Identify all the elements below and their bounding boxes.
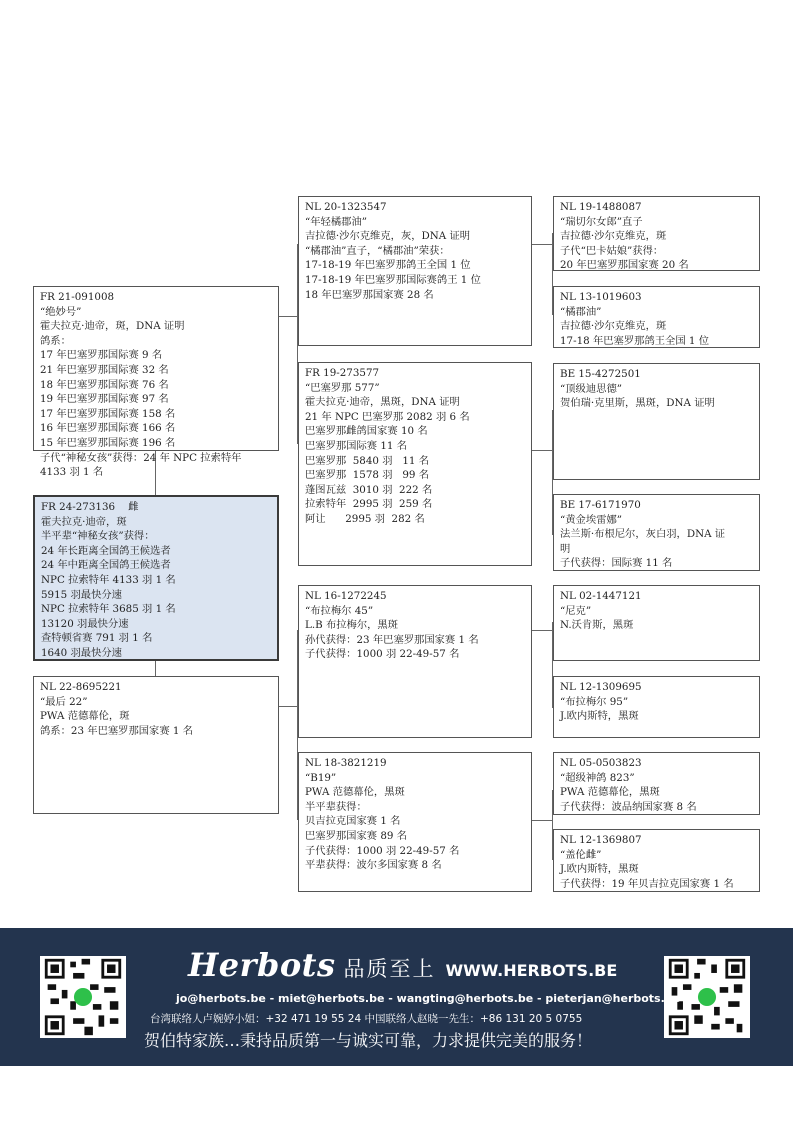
pedigree-line: NL 19-1488087 — [560, 201, 642, 213]
pedigree-line: 霍夫拉克·迪帝，斑 — [41, 515, 127, 528]
dam-sire-card — [298, 585, 532, 738]
pedigree-line: 鸽系： — [40, 334, 71, 347]
connector-gen3-4 — [532, 820, 552, 821]
dd-dam-card — [553, 829, 760, 892]
qr-code-left — [40, 956, 126, 1038]
pedigree-line: 13120 羽最快分速 — [41, 617, 129, 630]
pedigree-line: 巴塞罗那 1578 羽 99 名 — [305, 469, 429, 482]
pedigree-line: 子代“巴卡姑娘”获得： — [560, 244, 664, 257]
ds-dam-card — [553, 676, 760, 738]
sire-sire-card — [298, 196, 532, 346]
pedigree-line: 孙代获得：23 年巴塞罗那国家赛 1 名 — [305, 633, 479, 646]
connector-sire-dam — [155, 661, 156, 676]
sire-dam-card — [298, 362, 532, 566]
pedigree-line: 4133 羽 1 名 — [40, 466, 104, 479]
sd-sire-card — [553, 363, 760, 480]
pedigree-line: NL 12-1309695 — [560, 681, 642, 693]
pedigree-line: J.欧内斯特，黑斑 — [560, 710, 639, 723]
sire-card — [33, 286, 279, 479]
pedigree-line: “橘郡油”直子，“橘郡油”荣获： — [305, 244, 450, 257]
pedigree-line: 鸽系：23 年巴塞罗那国家赛 1 名 — [40, 724, 194, 737]
pedigree-line: 吉拉德·沙尔克维克，灰，DNA 证明 — [305, 230, 471, 243]
pedigree-line: 24 年中距离全国鸽王候选者 — [41, 559, 171, 572]
pedigree-line: 21 年 NPC 巴塞罗那 2082 羽 6 名 — [305, 410, 470, 423]
pedigree-line: “瑞切尔女郎”直子 — [560, 215, 643, 228]
pedigree-line: 半平辈获得： — [305, 800, 367, 813]
pedigree-line: 巴塞罗那国际赛 11 名 — [305, 439, 408, 452]
pedigree-line: “最后 22” — [40, 695, 88, 708]
pedigree-line: 巴塞罗那国家赛 89 名 — [305, 829, 408, 842]
pedigree-line: 贺伯瑞·克里斯，黑斑，DNA 证明 — [560, 397, 715, 410]
pedigree-line: 子代获得：国际赛 11 名 — [560, 557, 673, 570]
ds-sire-card — [553, 585, 760, 661]
pedigree-line: 法兰斯·布根尼尔，灰白羽，DNA 证 — [560, 528, 726, 541]
pedigree-line: 17 年巴塞罗那国际赛 158 名 — [40, 407, 176, 420]
pedigree-line: NL 12-1369807 — [560, 834, 642, 846]
pedigree-line: “绝妙号” — [40, 305, 82, 318]
pedigree-line: 16 年巴塞罗那国际赛 166 名 — [40, 422, 176, 435]
pedigree-line: PWA 范德幕伦，斑 — [40, 710, 130, 723]
pedigree-line: 贝吉拉克国家赛 1 名 — [305, 815, 401, 828]
pedigree-line: NL 13-1019603 — [560, 291, 642, 303]
contact-phones: 台湾联络人卢婉婷小姐：+32 471 19 55 24 中国联络人赵晓一先生：+86 131 20 5 0755 — [150, 1013, 583, 1025]
pedigree-line: FR 19-273577 — [305, 367, 380, 379]
pedigree-line: J.欧内斯特，黑斑 — [560, 863, 639, 876]
pedigree-line: 子代获得：1000 羽 22-49-57 名 — [305, 648, 460, 661]
pedigree-line: PWA 范德幕伦，黑斑 — [560, 786, 660, 799]
herbots-logo: Herbots — [188, 946, 336, 984]
pedigree-line: FR 21-091008 — [40, 291, 115, 303]
pedigree-line: NL 16-1272245 — [305, 590, 387, 602]
pedigree-line: 5915 羽最快分速 — [41, 588, 122, 601]
pedigree-line: 平辈获得：波尔多国家赛 8 名 — [305, 859, 442, 872]
pedigree-line: 半平辈“神秘女孩”获得： — [41, 530, 155, 543]
pedigree-line: 17-18-19 年巴塞罗那国际赛鸽王 1 位 — [305, 273, 481, 286]
sd-dam-card — [553, 494, 760, 571]
pedigree-line: 20 年巴塞罗那国家赛 20 名 — [560, 259, 689, 272]
pedigree-line: “B19” — [305, 771, 337, 784]
pedigree-line: BE 15-4272501 — [560, 368, 641, 380]
connector-gen3-2 — [532, 450, 552, 451]
pedigree-line: “巴塞罗那 577” — [305, 381, 380, 394]
pedigree-line: 15 年巴塞罗那国际赛 196 名 — [40, 436, 176, 449]
pedigree-line: NL 22-8695221 — [40, 681, 122, 693]
pedigree-line: 17 年巴塞罗那国际赛 9 名 — [40, 349, 163, 362]
pedigree-line: NL 05-0503823 — [560, 757, 642, 769]
website-link[interactable]: WWW.HERBOTS.BE — [445, 961, 618, 980]
pedigree-line: 子代获得：19 年贝吉拉克国家赛 1 名 — [560, 877, 734, 890]
pedigree-line: “尼克” — [560, 604, 592, 617]
pedigree-line: NL 02-1447121 — [560, 590, 642, 602]
pedigree-line: 霍夫拉克·迪帝，黑斑，DNA 证明 — [305, 396, 460, 409]
dam-dam-card — [298, 752, 532, 892]
pedigree-line: 吉拉德·沙尔克维克，斑 — [560, 320, 667, 333]
connector-gen2-bottom — [279, 706, 297, 707]
pedigree-line: “布拉梅尔 45” — [305, 604, 374, 617]
dd-sire-card — [553, 752, 760, 815]
pedigree-line: 蓬图瓦兹 3010 羽 222 名 — [305, 483, 433, 496]
pedigree-line: “盖伦雌” — [560, 848, 602, 861]
pedigree-line: “超级神鸽 823” — [560, 771, 635, 784]
pedigree-line: 17-18 年巴塞罗那鸽王全国 1 位 — [560, 334, 710, 347]
pedigree-line: 拉索特年 2995 羽 259 名 — [305, 498, 433, 511]
ss-dam-card — [553, 286, 760, 348]
pedigree-line: 24 年长距离全国鸽王候选者 — [41, 544, 171, 557]
brand-line — [188, 946, 617, 984]
pedigree-line: 吉拉德·沙尔克维克，斑 — [560, 230, 667, 243]
pedigree-line: “年轻橘郡油” — [305, 215, 368, 228]
pedigree-line: “橘郡油” — [560, 305, 602, 318]
pedigree-line: 霍夫拉克·迪帝，斑，DNA 证明 — [40, 320, 185, 333]
pedigree-line: PWA 范德幕伦，黑斑 — [305, 786, 405, 799]
connector-gen3-1 — [532, 244, 552, 245]
connector-gen2-top — [279, 316, 297, 317]
email-list[interactable]: jo@herbots.be - miet@herbots.be - wangting@herbots.be - pieterjan@herbots.be — [176, 992, 681, 1005]
pedigree-line: 子代获得：波品纳国家赛 8 名 — [560, 800, 697, 813]
pedigree-line: 子代“神秘女孩”获得：24 年 NPC 拉索特年 — [40, 451, 242, 464]
pedigree-line: 21 年巴塞罗那国际赛 32 名 — [40, 363, 169, 376]
pedigree-line: FR 24-273136 雌 — [41, 501, 139, 513]
pedigree-line: 17-18-19 年巴塞罗那鸽王全国 1 位 — [305, 259, 471, 272]
pedigree-line: 巴塞罗那 5840 羽 11 名 — [305, 454, 429, 467]
pedigree-line: NPC 拉索特年 4133 羽 1 名 — [41, 573, 176, 586]
pedigree-line: 18 年巴塞罗那国家赛 28 名 — [305, 288, 434, 301]
pedigree-line: NL 20-1323547 — [305, 201, 387, 213]
wechat-qr-icon — [40, 956, 126, 1038]
pedigree-line: NL 18-3821219 — [305, 757, 387, 769]
pedigree-line: 明 — [560, 542, 571, 555]
pedigree-line: “顶级迪思德” — [560, 382, 623, 395]
connector-gen3-3 — [532, 630, 552, 631]
slogan: 品质至上 — [343, 957, 436, 981]
pedigree-line: 查特顿省赛 791 羽 1 名 — [41, 632, 153, 645]
tagline: 贺伯特家族…秉持品质第一与诚实可靠，力求提供完美的服务！ — [144, 1031, 593, 1050]
pedigree-line: 子代获得：1000 羽 22-49-57 名 — [305, 844, 460, 857]
pedigree-line: 19 年巴塞罗那国际赛 97 名 — [40, 393, 169, 406]
ss-sire-card — [553, 196, 760, 271]
pedigree-line: BE 17-6171970 — [560, 499, 641, 511]
pedigree-line: 阿让 2995 羽 282 名 — [305, 512, 425, 525]
pedigree-line: “布拉梅尔 95” — [560, 695, 629, 708]
pedigree-line: N.沃肯斯，黑斑 — [560, 619, 634, 632]
footer-banner — [0, 928, 793, 1066]
pedigree-line: “黄金埃雷娜” — [560, 513, 623, 526]
pedigree-line: 巴塞罗那雌鸽国家赛 10 名 — [305, 425, 428, 438]
dam-card — [33, 676, 279, 814]
subject-card — [33, 495, 279, 661]
pedigree-line: 18 年巴塞罗那国际赛 76 名 — [40, 378, 169, 391]
pedigree-line: 1640 羽最快分速 — [41, 646, 122, 659]
pedigree-line: L.B 布拉梅尔，黑斑 — [305, 619, 399, 632]
pedigree-line: NPC 拉索特年 3685 羽 1 名 — [41, 603, 176, 616]
